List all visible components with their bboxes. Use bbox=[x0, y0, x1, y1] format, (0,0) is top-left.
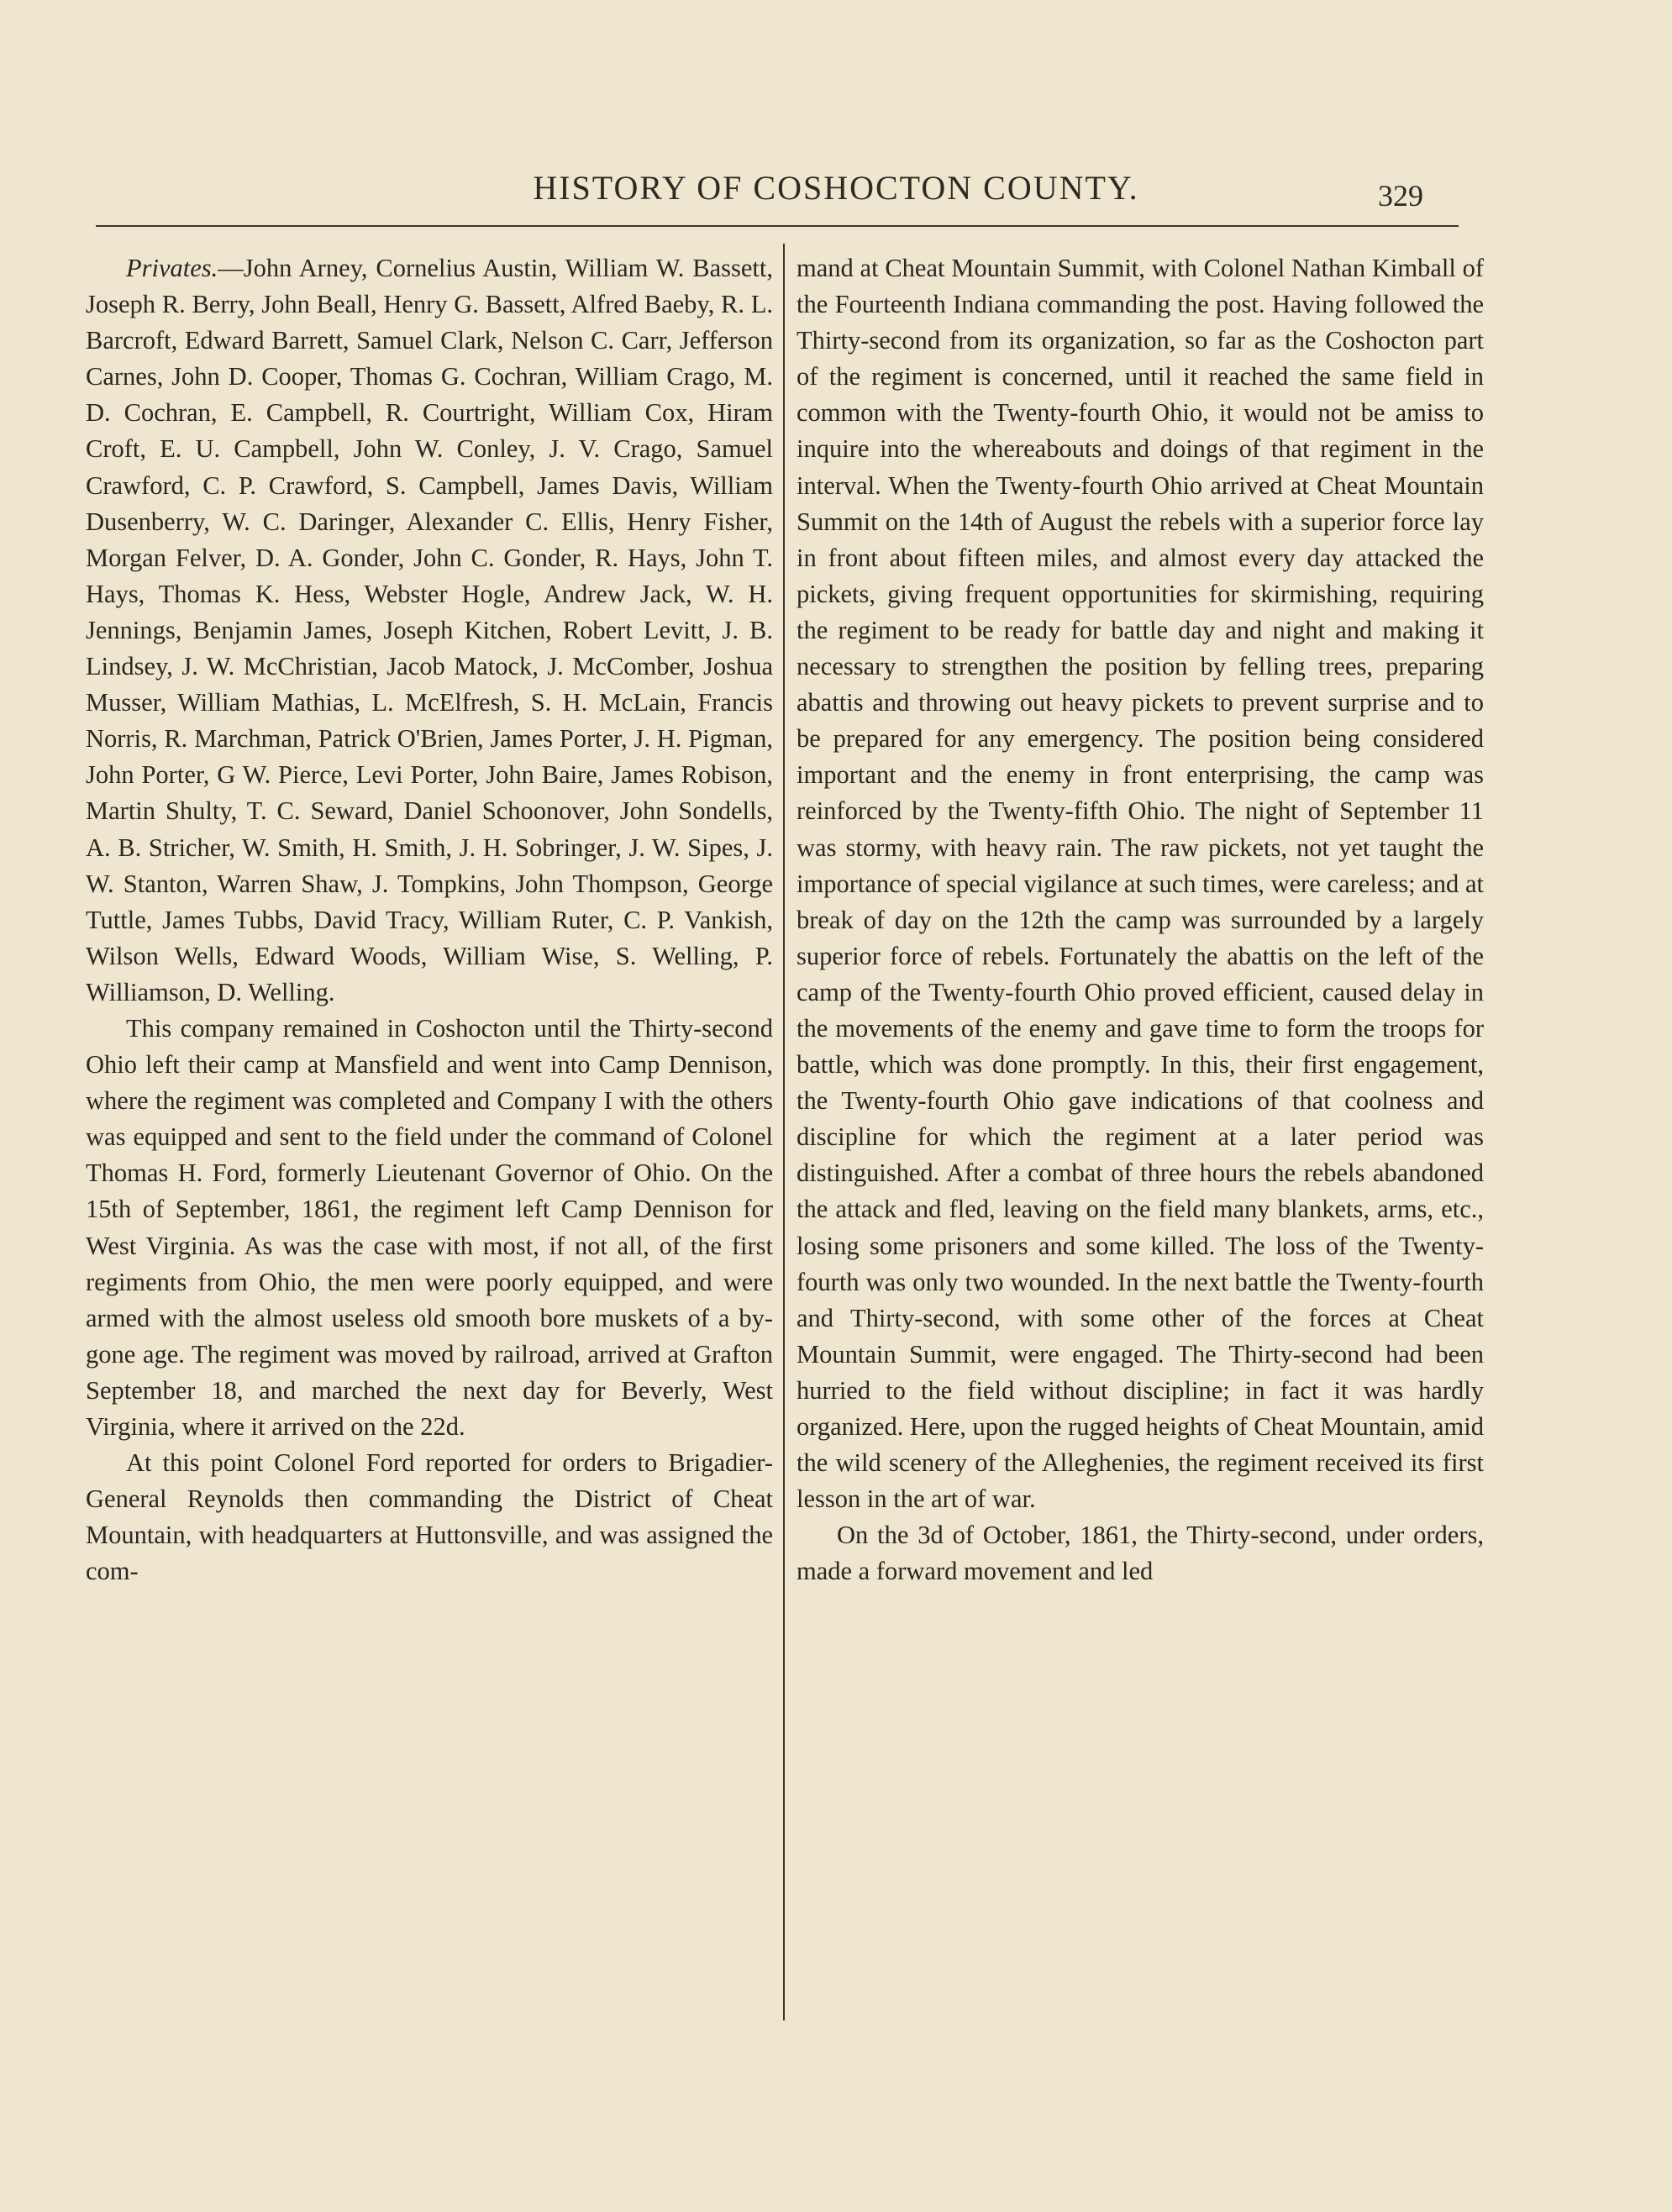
running-title: HISTORY OF COSHOCTON COUNTY. bbox=[533, 169, 1139, 207]
privates-label: Privates. bbox=[126, 254, 218, 282]
privates-list: —John Arney, Cornelius Austin, William W. Bassett, Joseph R. Berry, John Beall, Henry G. Bassett, Alfred Baeby, R. L. Barcroft, Edward Barrett, Samuel Clark, Nelson C. Carr, Jefferson Carnes, John D. Cooper, Thomas G. Cochran, William Crago, M. D. Cochran, E. Campbell, R. Courtright, William Cox, Hiram Croft, E. U. Campbell, John W. Conley, J. V. Crago, Samuel Crawford, C. P. Crawford, S. Campbell, James Davis, William Dusenberry, W. C. Daringer, Alexander C. Ellis, Henry Fisher, Morgan Felver, D. A. Gonder, John C. Gonder, R. Hays, John T. Hays, Thomas K. Hess, Webster Hogle, Andrew Jack, W. H. Jennings, Benjamin James, Joseph Kitchen, Robert Levitt, J. B. Lindsey, J. W. McChristian, Jacob Matock, J. McComber, Joshua Musser, William Mathias, L. McElfresh, S. H. McLain, Francis Norris, R. Marchman, Patrick O'Brien, James Porter, J. H. Pigman, John Porter, G W. Pierce, Levi Porter, John Baire, James Robison, Martin Shulty, T. C. Seward, Daniel Schoonover, John Sondells, A. B. Stricher, W. Smith, H. Smith, J. H. Sobringer, J. W. Sipes, J. W. Stanton, Warren Shaw, J. Tompkins, John Thompson, George Tuttle, James Tubbs, David Tracy, William Ruter, C. P. Vankish, Wilson Wells, Edward Woods, William Wise, S. Welling, P. Williamson, D. Welling. bbox=[86, 254, 773, 1006]
page-header bbox=[0, 0, 1672, 252]
october-paragraph: On the 3d of October, 1861, the Thirty-second, under orders, made a forward movement and led bbox=[797, 1521, 1484, 1586]
column-divider bbox=[783, 244, 785, 2020]
page-number: 329 bbox=[1378, 179, 1423, 213]
left-column bbox=[86, 250, 773, 1589]
cheat-mountain-paragraph: mand at Cheat Mountain Summit, with Colonel Nathan Kimball of the Fourteenth Indiana commanding the post. Having followed the Thirty-second from its organization, so far as the Coshocton part of the regiment is concerned, until it reached the same field in common with the Twenty-fourth Ohio, it would not be amiss to inquire into the whereabouts and doings of that regiment in the interval. When the Twenty-fourth Ohio arrived at Cheat Mountain Summit on the 14th of August the rebels with a superior force lay in front about fifteen miles, and almost every day attacked the pickets, giving frequent opportunities for skirmishing, requiring the regiment to be ready for battle day and night and making it necessary to strengthen the position by felling trees, preparing abattis and throwing out heavy pickets to prevent surprise and to be prepared for any emergency. The position being considered important and the enemy in front enterprising, the camp was reinforced by the Twenty-fifth Ohio. The night of September 11 was stormy, with heavy rain. The raw pickets, not yet taught the importance of special vigilance at such times, were careless; and at break of day on the 12th the camp was surrounded by a largely superior force of rebels. Fortunately the abattis on the left of the camp of the Twenty-fourth Ohio proved efficient, caused delay in the movements of the enemy and gave time to form the troops for battle, which was done promptly. In this, their first engagement, the Twenty-fourth Ohio gave indications of that coolness and discipline for which the regiment at a later period was distinguished. After a combat of three hours the rebels abandoned the attack and fled, leaving on the field many blankets, arms, etc., losing some prisoners and some killed. The loss of the Twenty-fourth was only two wounded. In the next battle the Twenty-fourth and Thirty-second, with some other of the forces at Cheat Mountain Summit, were engaged. The Thirty-second had been hurried to the field without discipline; in fact it was hardly organized. Here, upon the rugged heights of Cheat Mountain, amid the wild scenery of the Alleghenies, the regiment received its first lesson in the art of war. bbox=[797, 254, 1484, 1514]
privates-paragraph bbox=[86, 250, 773, 1011]
colonel-ford-paragraph: At this point Colonel Ford reported for orders to Brigadier-General Reynolds then commanding the District of Cheat Mountain, with headquarters at Huttonsville, and was assigned the com- bbox=[86, 1448, 773, 1586]
company-paragraph: This company remained in Coshocton until the Thirty-second Ohio left their camp at Mansfield and went into Camp Dennison, where the regiment was completed and Company I with the others was equipped and sent to the field under the command of Colonel Thomas H. Ford, formerly Lieutenant Governor of Ohio. On the 15th of September, 1861, the regiment left Camp Dennison for West Virginia. As was the case with most, if not all, of the first regiments from Ohio, the men were poorly equipped, and were armed with the almost useless old smooth bore muskets of a by-gone age. The regiment was moved by railroad, arrived at Grafton September 18, and marched the next day for Beverly, West Virginia, where it arrived on the 22d. bbox=[86, 1013, 773, 1441]
right-column bbox=[797, 250, 1484, 1589]
header-rule bbox=[96, 225, 1459, 227]
